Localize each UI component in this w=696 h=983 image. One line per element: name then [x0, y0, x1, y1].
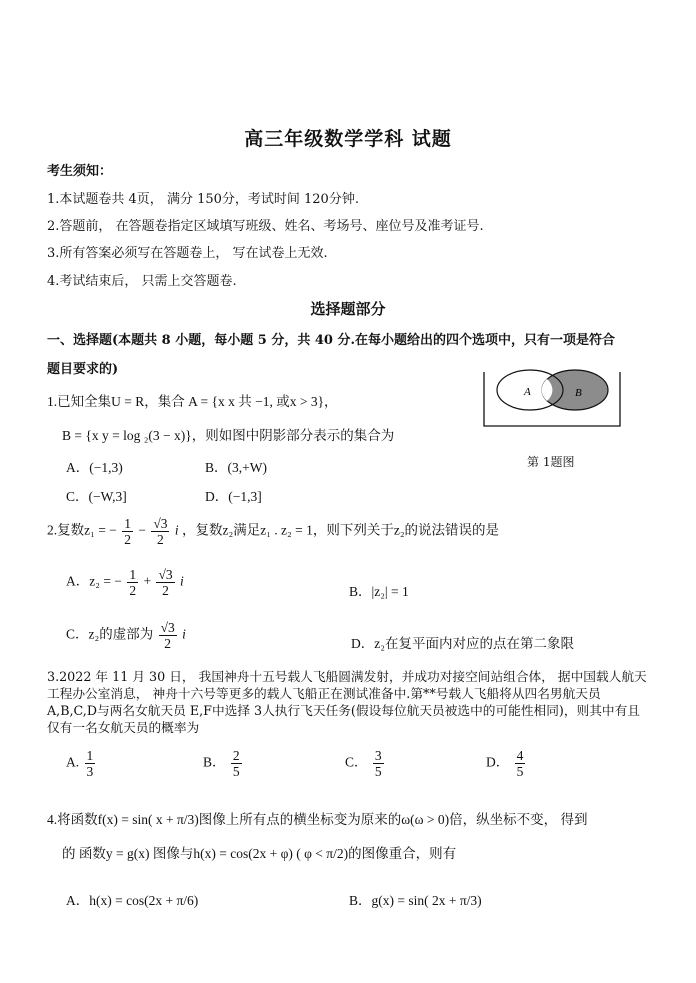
denominator: 5: [516, 764, 524, 779]
option-label: C．: [345, 754, 368, 770]
section-title: 选择题部分: [310, 300, 386, 318]
fraction: [231, 748, 242, 779]
q2-stem-suffix: ，复数z₂满足z₁ . z₂ = 1，则下列关于z₂的说法错误的是: [182, 522, 500, 538]
fraction: [373, 748, 384, 779]
denominator: 5: [232, 764, 240, 779]
option-label: A.: [66, 754, 80, 770]
q2-option-d[interactable]: D．z₂在复平面内对应的点在第二象限: [351, 636, 574, 651]
numerator: √3: [160, 620, 175, 635]
fraction: [515, 748, 526, 779]
numerator: 1: [124, 516, 131, 531]
q2-stem-prefix: 2.复数z₁ = −: [47, 522, 117, 538]
q1-stem-cont: B = {x y = log ₂(3 − x)}，则如图中阴影部分表示的集合为: [62, 428, 395, 443]
denominator: 2: [157, 532, 164, 547]
q2-option-a[interactable]: [66, 567, 184, 598]
denominator: 2: [124, 532, 131, 547]
figure-caption: 第 1题图: [527, 455, 575, 469]
fraction: [85, 748, 96, 779]
section-intro: 一、选择题(本题共 8 小题，每小题 5 分，共 40 分.在每小题给出的四个选项中，只有一项是符合: [47, 333, 616, 348]
notice-item: 4.考试结束后， 只需上交答题卷.: [47, 274, 237, 289]
denominator: 2: [164, 636, 172, 651]
fraction: [159, 620, 177, 651]
q2-option-c-prefix: C．z₂的虚部为: [66, 626, 154, 642]
option-label: D．: [486, 754, 510, 770]
q3-option-d[interactable]: [486, 748, 527, 779]
imaginary-unit: i: [174, 522, 179, 538]
numerator: √3: [153, 516, 168, 531]
q3-stem: 3.2022 年 11 月 30 日， 我国神舟十五号载人飞船圆满发射，并成功对接空间站组合体， 据中国载人航天工程办公室消息， 神舟十六号等更多的载人飞船正在测试准备中.第**号载人飞船将从四名男航天员 A,B,C,D与两名女航天员 E,F中选择 3人执行飞天任务(假设每位航天员被选中的可能性相同)，则其中有且仅有一名女航天员的概率为: [47, 669, 647, 735]
imaginary-unit: i: [179, 573, 184, 589]
set-b-label: B: [575, 387, 582, 399]
imaginary-unit: i: [182, 626, 186, 642]
section-intro-cont: 题目要求的): [47, 362, 119, 377]
q4-option-b[interactable]: B．g(x) = sin( 2x + π/3): [349, 893, 482, 908]
q1-option-b[interactable]: B．(3,+W): [205, 460, 267, 475]
numerator: 2: [232, 748, 240, 763]
fraction: [156, 567, 174, 598]
fraction: [122, 516, 133, 547]
option-label: B．: [203, 754, 226, 770]
set-a-label: A: [524, 386, 531, 398]
page-title: 高三年级数学学科 试题: [244, 128, 452, 150]
numerator: 4: [516, 748, 524, 763]
denominator: 2: [129, 583, 137, 598]
minus-sign: −: [138, 522, 146, 538]
q1-stem: 1.已知全集U = R，集合 A = {x x 共 −1, 或x > 3}，: [47, 394, 338, 409]
q2-option-c[interactable]: [66, 620, 186, 651]
plus-sign: +: [143, 573, 152, 589]
q2-stem: [47, 516, 499, 547]
venn-diagram: [478, 368, 628, 430]
q4-stem-cont: 的 函数y = g(x) 图像与h(x) = cos(2x + φ) ( φ < π/2)的图像重合，则有: [62, 846, 457, 861]
fraction: [127, 567, 138, 598]
denominator: 2: [162, 583, 169, 598]
q3-option-b[interactable]: [203, 748, 244, 779]
notice-item: 2.答题前， 在答题卷指定区域填写班级、姓名、考场号、座位号及准考证号.: [47, 219, 484, 234]
q3-option-c[interactable]: [345, 748, 386, 779]
fraction: [151, 516, 169, 547]
denominator: 5: [374, 764, 382, 779]
q1-option-a[interactable]: A．(−1,3): [66, 460, 123, 475]
notice-item: 1.本试题卷共 4页， 满分 150分，考试时间 120分钟.: [47, 192, 359, 207]
q1-option-c[interactable]: C．(−W,3]: [66, 489, 127, 504]
numerator: √3: [158, 567, 173, 582]
numerator: 1: [86, 748, 94, 763]
q3-option-a[interactable]: [66, 748, 97, 779]
numerator: 1: [129, 567, 137, 582]
notice-item: 3.所有答案必须写在答题卷上， 写在试卷上无效.: [47, 246, 328, 261]
q2-option-b[interactable]: B．|z₂| = 1: [349, 584, 409, 599]
q2-option-a-prefix: A．z₂ = −: [66, 573, 122, 589]
numerator: 3: [374, 748, 382, 763]
q4-option-a[interactable]: A．h(x) = cos(2x + π/6): [66, 893, 199, 908]
q1-option-d[interactable]: D．(−1,3]: [205, 489, 262, 504]
denominator: 3: [86, 764, 94, 779]
q4-stem: 4.将函数f(x) = sin( x + π/3)图像上所有点的横坐标变为原来的ω(ω > 0)倍，纵坐标不变， 得到: [47, 812, 588, 827]
notice-heading: 考生须知：: [47, 164, 113, 179]
